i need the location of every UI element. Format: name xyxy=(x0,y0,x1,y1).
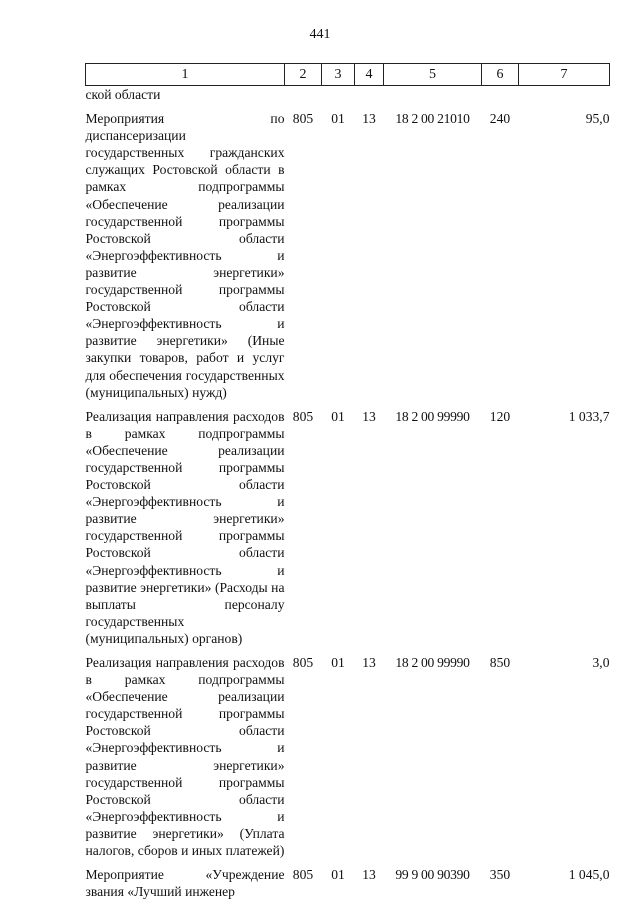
row-section: 01 xyxy=(331,655,345,670)
row-amount: 1 033,7 xyxy=(568,408,610,424)
row-name: Реализация направления расходов в рамках подпрограммы «Обеспечение реализации государственной программы Ростовской области «Энергоэффективность и развитие энергетики» государственной программы Ростовской области «Энергоэффективность и развитие энергетики» (Уплата налогов, сборов и иных платежей) xyxy=(85,655,285,859)
row-amount: 95,0 xyxy=(585,111,610,127)
row-amount: 1 045,0 xyxy=(568,867,610,883)
row-expense-type: 850 xyxy=(489,655,511,670)
row-subsection: 13 xyxy=(362,408,376,424)
header-col-2: 2 xyxy=(285,64,322,86)
row-ministry: 805 xyxy=(292,111,314,127)
row-expense-type: 240 xyxy=(489,111,511,127)
row-name: Мероприятия по диспансеризации государственных гражданских служащих Ростовской области в рамках подпрограммы «Обеспечение реализации государственной программы Ростовской области «Энергоэффективность и развитие энергетики» государственной программы Ростовской области «Энергоэффективность и развитие энергетики» (Иные закупки товаров, работ и услуг для обеспечения государственных (муниципальных) нужд) xyxy=(85,111,285,400)
header-col-5: 5 xyxy=(384,64,482,86)
table-row xyxy=(86,647,610,859)
header-col-3: 3 xyxy=(322,64,355,86)
budget-table xyxy=(85,63,610,900)
continuation-text: ской области xyxy=(85,87,161,102)
row-section: 01 xyxy=(331,408,345,424)
row-name: Реализация направления расходов в рамках подпрограммы «Обеспечение реализации государственной программы Ростовской области «Энергоэффективность и развитие энергетики» государственной программы Ростовской области «Энергоэффективность и развитие энергетики» (Расходы на выплаты персоналу государственных (муниципальных) органов) xyxy=(85,408,285,646)
row-expense-type: 350 xyxy=(489,867,511,883)
row-subsection: 13 xyxy=(362,655,376,670)
header-col-7: 7 xyxy=(519,64,610,86)
table-row xyxy=(86,103,610,401)
table-row-continuation xyxy=(86,86,610,104)
row-target-article: 18 2 00 21010 xyxy=(395,111,470,127)
row-name: Мероприятие «Учреждение звания «Лучший инженер xyxy=(85,867,285,900)
row-target-article: 99 9 00 90390 xyxy=(395,867,470,883)
row-expense-type: 120 xyxy=(489,408,511,424)
row-section: 01 xyxy=(331,111,345,127)
table-header-row xyxy=(86,64,610,86)
row-target-article: 18 2 00 99990 xyxy=(395,408,470,424)
table-row xyxy=(86,859,610,900)
page-number: 441 xyxy=(309,27,331,42)
row-ministry: 805 xyxy=(292,867,314,883)
header-col-4: 4 xyxy=(355,64,384,86)
row-amount: 3,0 xyxy=(592,655,610,670)
header-col-1: 1 xyxy=(86,64,285,86)
row-ministry: 805 xyxy=(292,408,314,424)
row-subsection: 13 xyxy=(362,111,376,127)
header-col-6: 6 xyxy=(482,64,519,86)
row-ministry: 805 xyxy=(292,655,314,670)
row-subsection: 13 xyxy=(362,867,376,883)
row-section: 01 xyxy=(331,867,345,883)
row-target-article: 18 2 00 99990 xyxy=(395,655,470,670)
table-row xyxy=(86,401,610,647)
